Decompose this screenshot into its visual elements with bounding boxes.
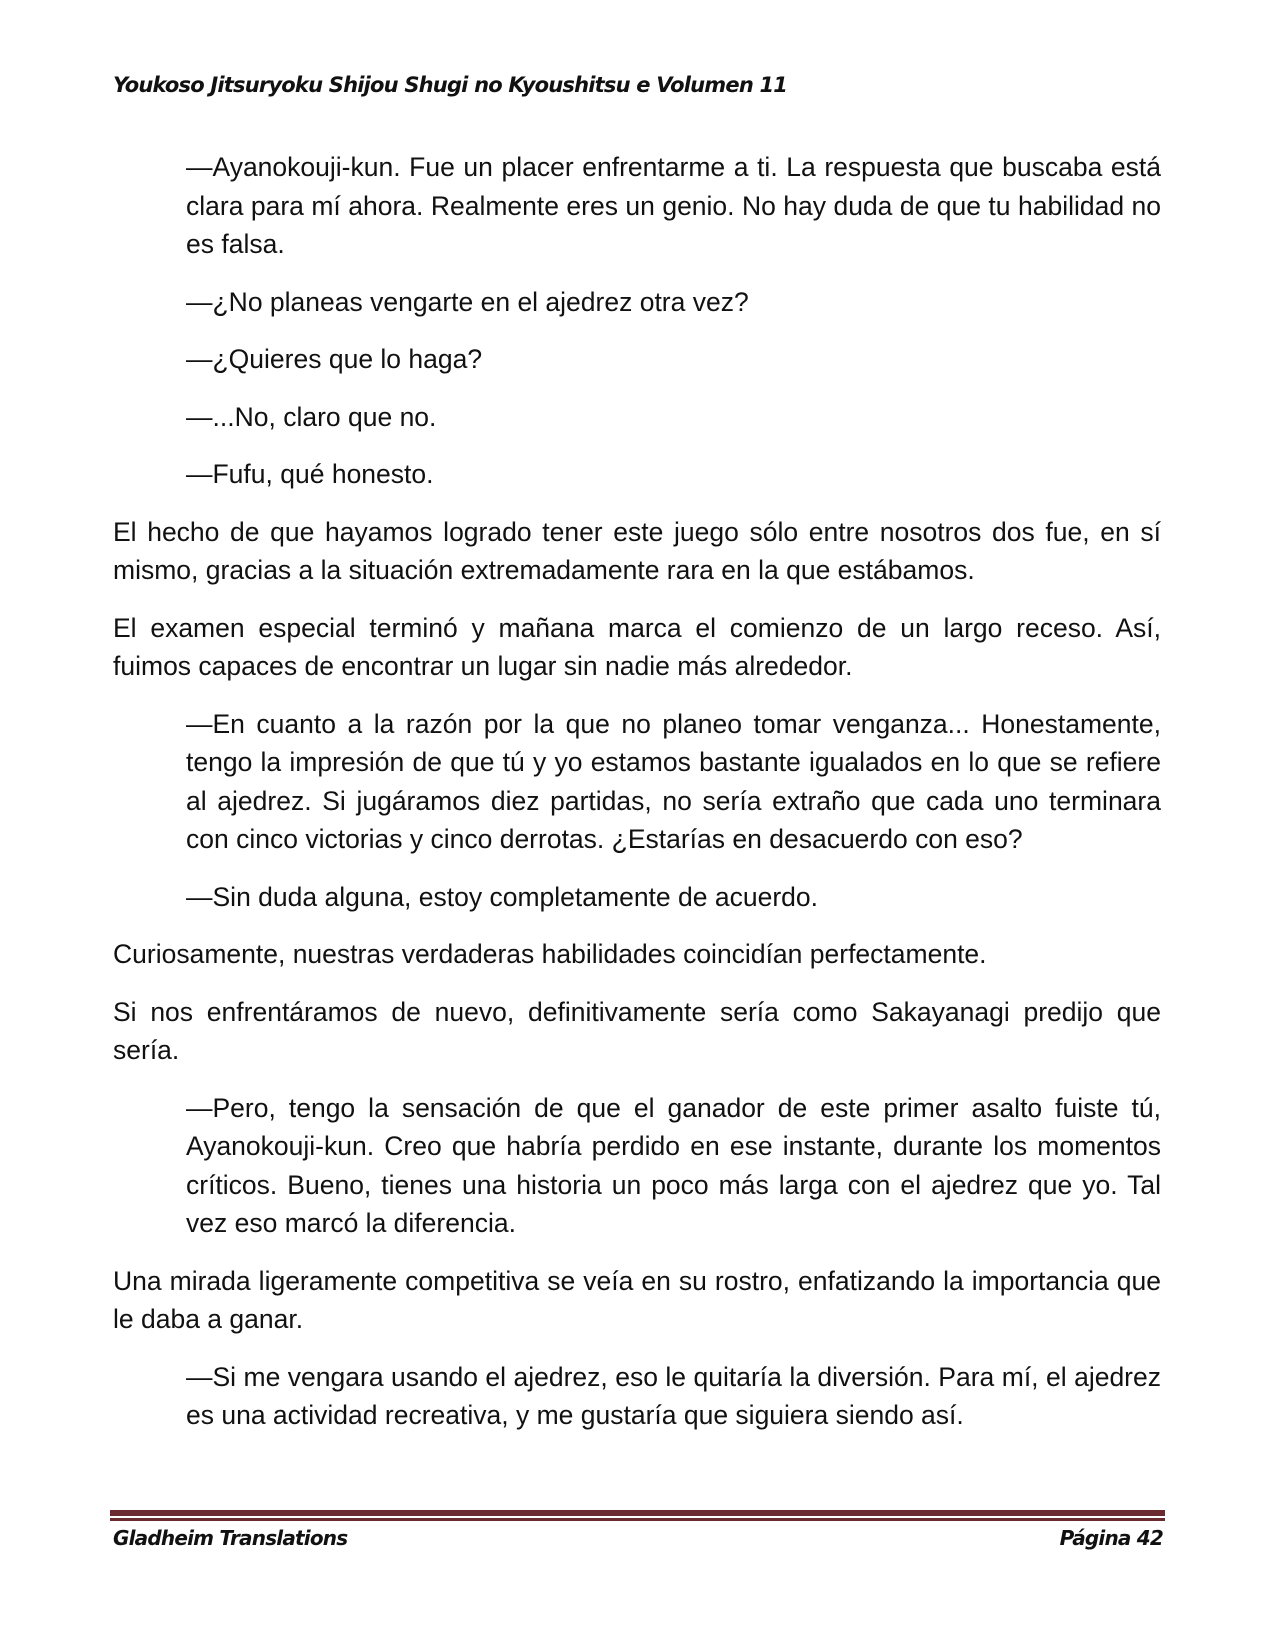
dialog-paragraph: —¿No planeas vengarte en el ajedrez otra vez?: [186, 286, 749, 317]
dialog-paragraph: —¿Quieres que lo haga?: [186, 344, 483, 374]
page-body: [113, 148, 1161, 1454]
narration-paragraph: Una mirada ligeramente competitiva se veía en su rostro, enfatizando la importancia que le daba a ganar.: [113, 1265, 1161, 1334]
narration-paragraph: El hecho de que hayamos logrado tener este juego sólo entre nosotros dos fue, en sí mismo, gracias a la situación extremadamente rara en la que estábamos.: [113, 516, 1161, 585]
footer-divider: [110, 1510, 1165, 1518]
dialog-paragraph: —Ayanokouji-kun. Fue un placer enfrentarme a ti. La respuesta que buscaba está clara para mí ahora. Realmente eres un genio. No hay duda de que tu habilidad no es falsa.: [186, 152, 1161, 259]
narration-paragraph: Curiosamente, nuestras verdaderas habilidades coincidían perfectamente.: [113, 939, 987, 969]
dialog-paragraph: —Fufu, qué honesto.: [186, 459, 434, 489]
footer-translator: Gladheim Translations: [113, 1526, 348, 1550]
dialog-paragraph: —Pero, tengo la sensación de que el ganador de este primer asalto fuiste tú, Ayanokouji-kun. Creo que habría perdido en ese instante, durante los momentos críticos. Bueno, tienes una historia un poco más larga con el ajedrez que yo. Tal vez eso marcó la diferencia.: [186, 1092, 1161, 1238]
dialog-paragraph: —Si me vengara usando el ajedrez, eso le quitaría la diversión. Para mí, el ajedrez es una actividad recreativa, y me gustaría que siguiera siendo así.: [186, 1361, 1161, 1430]
narration-paragraph: Si nos enfrentáramos de nuevo, definitivamente sería como Sakayanagi predijo que sería.: [113, 996, 1161, 1065]
running-header: Youkoso Jitsuryoku Shijou Shugi no Kyoushitsu e Volumen 11: [113, 73, 788, 97]
dialog-paragraph: —En cuanto a la razón por la que no planeo tomar venganza... Honestamente, tengo la impresión de que tú y yo estamos bastante igualados en lo que se refiere al ajedrez. Si jugáramos diez partidas, no sería extraño que cada uno terminara con cinco victorias y cinco derrotas. ¿Estarías en desacuerdo con eso?: [186, 708, 1161, 854]
dialog-paragraph: —Sin duda alguna, estoy completamente de acuerdo.: [186, 881, 818, 912]
dialog-paragraph: —...No, claro que no.: [186, 401, 437, 432]
narration-paragraph: El examen especial terminó y mañana marca el comienzo de un largo receso. Así, fuimos capaces de encontrar un lugar sin nadie más alrededor.: [113, 612, 1161, 681]
footer-page-number: Página 42: [1059, 1526, 1163, 1550]
